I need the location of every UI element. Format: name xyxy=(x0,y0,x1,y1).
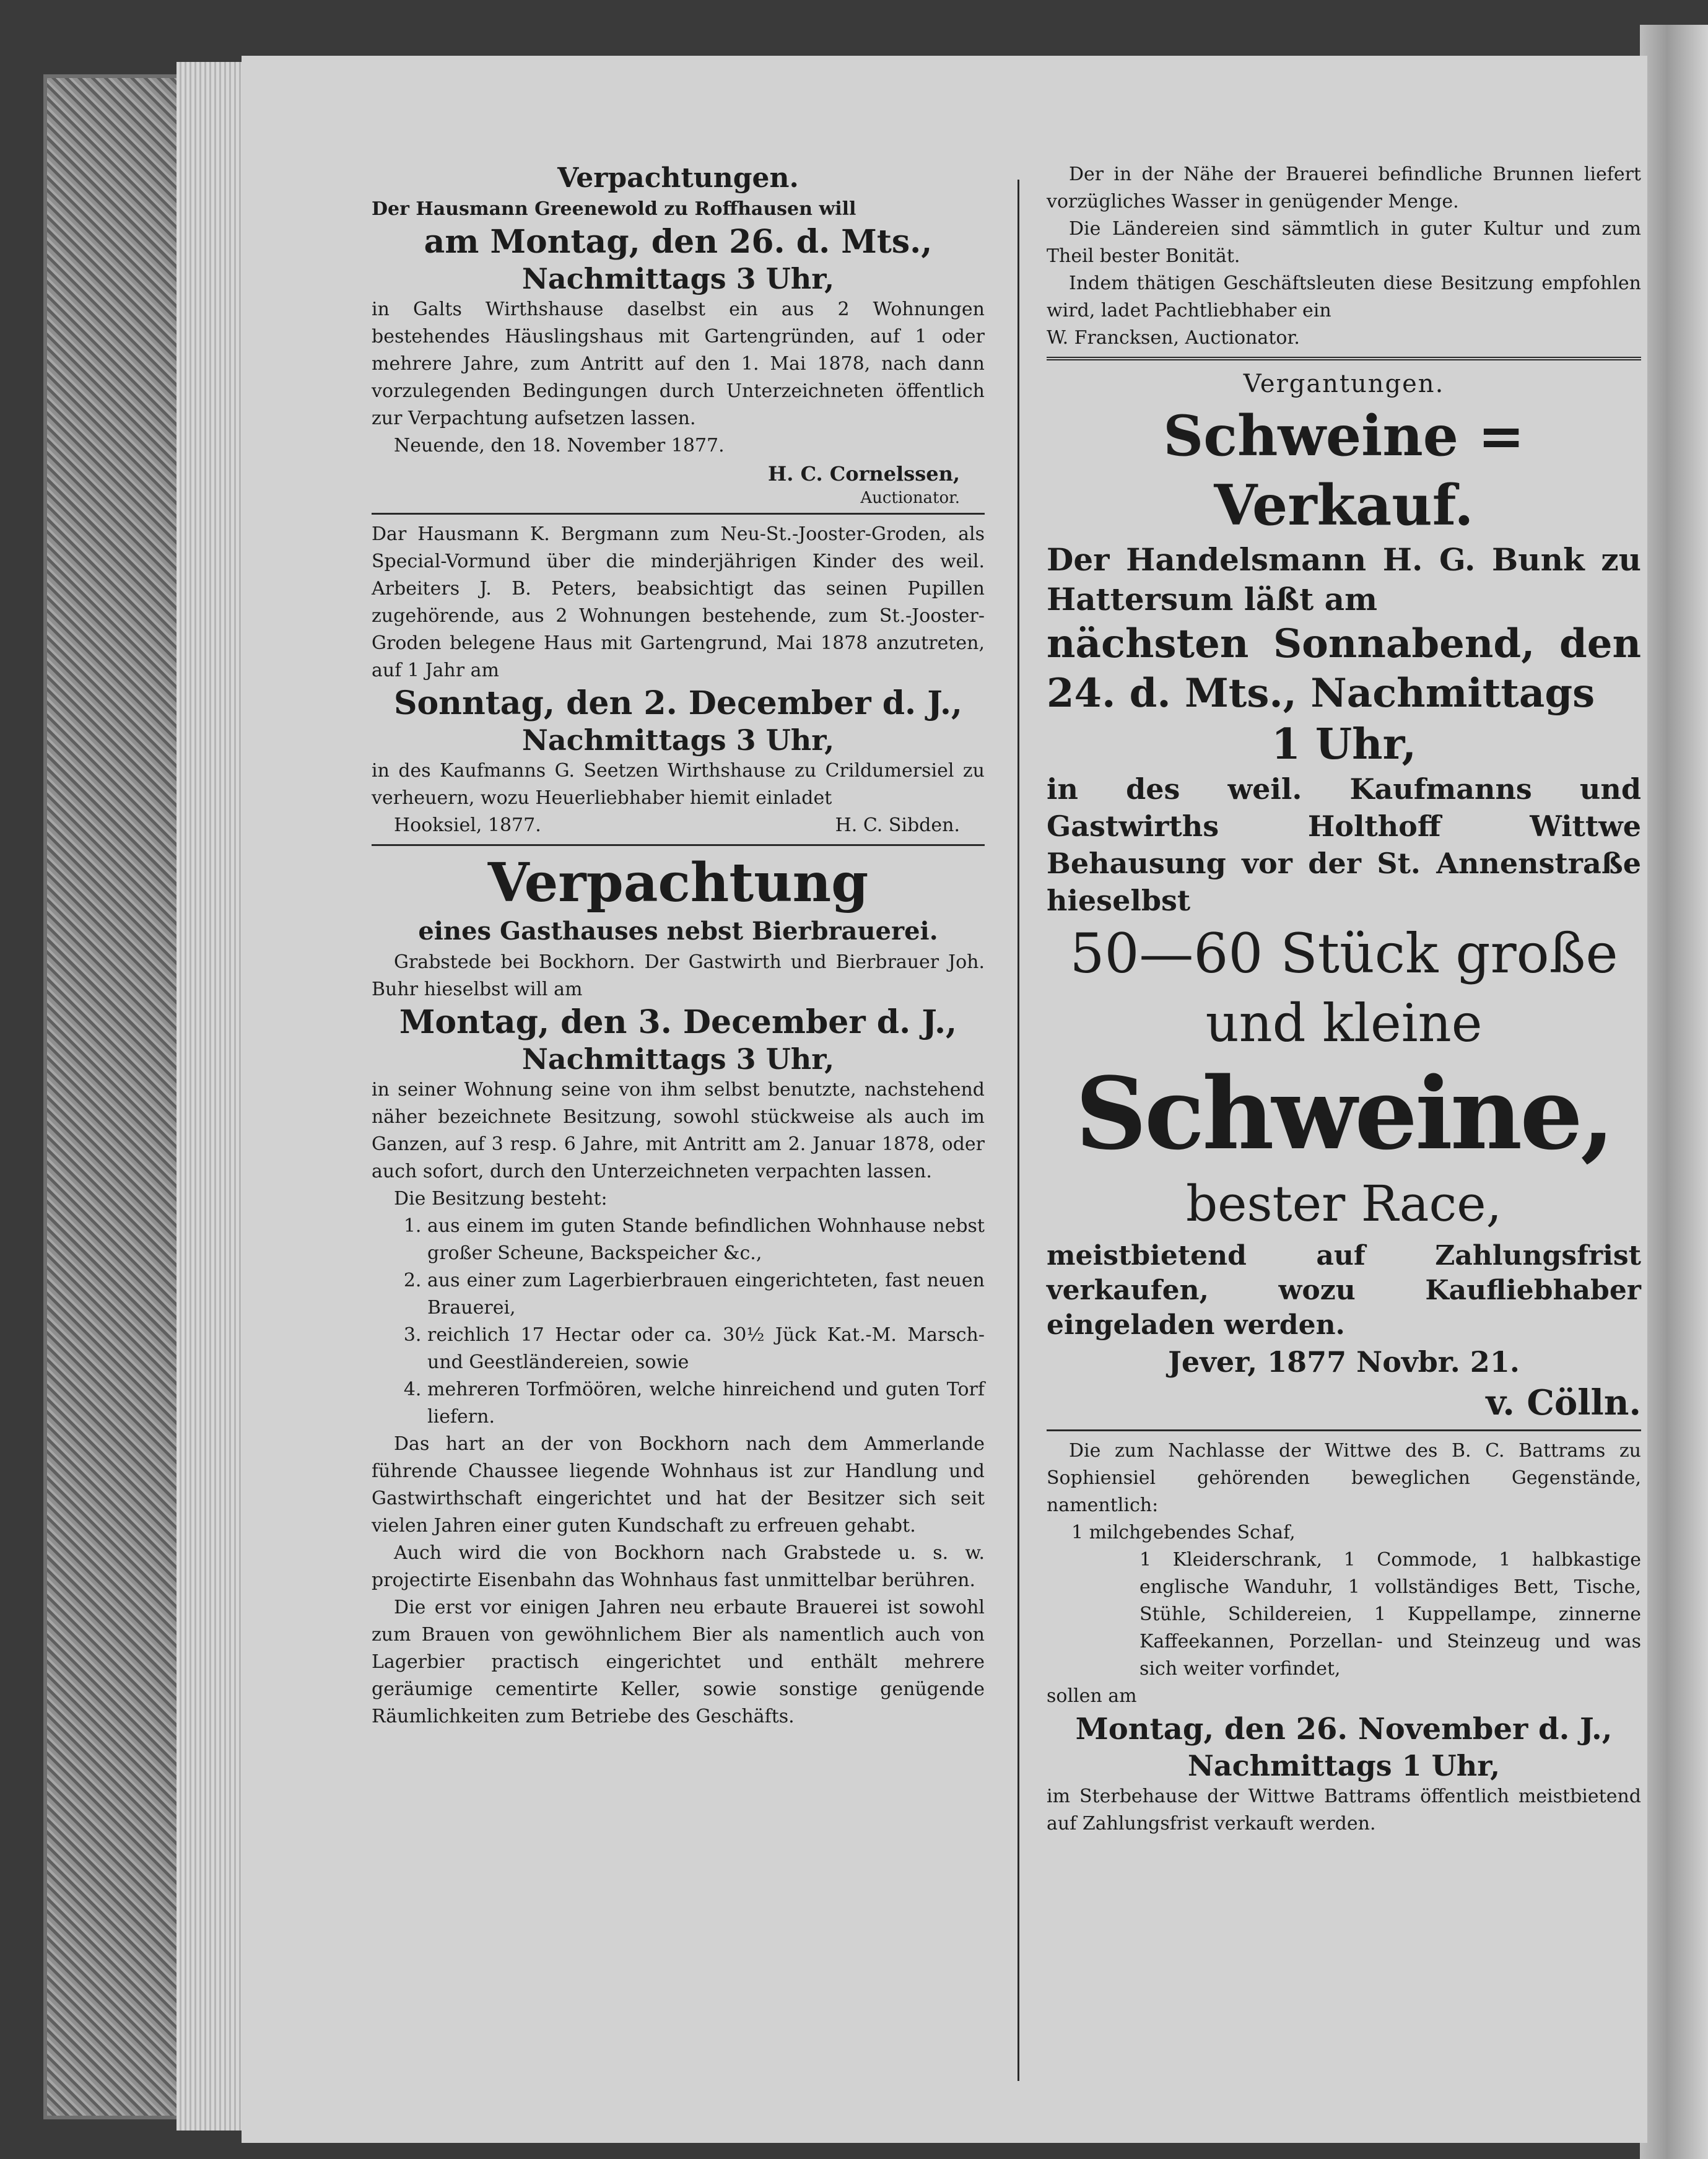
ad4-place: Jever, 1877 Novbr. 21. xyxy=(1168,1345,1520,1379)
page-edge-right xyxy=(1640,25,1708,2159)
cont-paragraph: Indem thätigen Geschäftsleuten diese Besitzung empfohlen wird, ladet Pachtliebhaber ein xyxy=(1047,273,1641,321)
ad5-time: Nachmittags 1 Uhr, xyxy=(1187,1749,1501,1782)
ad3-list-intro: Die Besitzung besteht: xyxy=(394,1188,608,1210)
book-cover-binding xyxy=(43,74,193,2119)
ad4-line-time: 1 Uhr, xyxy=(1271,720,1417,769)
cont-signer: W. Francksen, Auctionator. xyxy=(1047,327,1300,349)
separator-rule xyxy=(1047,1429,1641,1431)
ad4-line-race: bester Race, xyxy=(1185,1175,1502,1232)
list-item: 4. mehreren Torfmöören, welche hinreichend und guten Torf liefern. xyxy=(427,1376,985,1431)
ad4-section-title: Vergantungen. xyxy=(1243,370,1445,398)
ad5-item: 1 Kleiderschrank, 1 Commode, 1 halbkastige englische Wanduhr, 1 vollständiges Bett, Tische, Stühle, Schildereien, 1 Kuppellampe, zinnerne Kaffeekannen, Porzellan- und Steinzeug und was sich weiter vorfindet, xyxy=(1139,1549,1641,1680)
ad3-paragraph: Die erst vor einigen Jahren neu erbaute Brauerei ist sowohl zum Brauen von gewöhnlichem Bier als namentlich auch von Lagerbier practisch eingerichtet und enthält mehrere geräumige cementirte Keller, sowie sonstige genügende Räumlichkeiten zum Betriebe des Geschäfts. xyxy=(372,1597,985,1727)
ad-verpachtung-gasthaus xyxy=(372,852,985,1730)
ad3-time: Nachmittags 3 Uhr, xyxy=(521,1042,835,1076)
cont-paragraph: Die Ländereien sind sämmtlich in guter Kultur und zum Theil bester Bonität. xyxy=(1047,218,1641,267)
column-divider xyxy=(1017,180,1019,2081)
ad2-place: Hooksiel, 1877. xyxy=(394,814,541,836)
ad4-line-count: 50—60 Stück große xyxy=(1070,922,1618,985)
separator-rule xyxy=(372,513,985,515)
ad1-place-date: Neuende, den 18. November 1877. xyxy=(394,435,725,456)
ad4-line: und kleine xyxy=(1205,993,1483,1053)
ad2-body2: in des Kaufmanns G. Seetzen Wirthshause zu Crildumersiel zu verheuern, wozu Heuerliebhaber hiemit einladet xyxy=(372,760,985,809)
ad1-signer xyxy=(372,460,985,508)
ad1-title: Verpachtungen. xyxy=(557,162,799,194)
ad3-intro: Grabstede bei Bockhorn. Der Gastwirth und Bierbrauer Joh. Buhr hieselbst will am xyxy=(372,951,985,1000)
separator-rule xyxy=(372,844,985,846)
ad3-body: in seiner Wohnung seine von ihm selbst benutzte, nachstehend näher bezeichnete Besitzung, sowohl stückweise als auch im Ganzen, auf 3 resp. 6 Jahre, mit Antritt am 2. Januar 1878, oder auch sofort, durch den Unterzeichneten verpachten lassen. xyxy=(372,1079,985,1182)
ad2-date: Sonntag, den 2. December d. J., xyxy=(393,684,963,722)
ad4-line: in des weil. Kaufmanns und Gastwirths Holthoff Wittwe Behausung vor der St. Annenstraße hieselbst xyxy=(1047,772,1641,917)
ad-verpachtungen xyxy=(372,161,985,508)
ad1-body: in Galts Wirthshause daselbst ein aus 2 Wohnungen bestehendes Häuslingshaus mit Gartengründen, auf 1 oder mehrere Jahre, zum Antritt auf den 1. Mai 1878, nach dann vorzulegenden Bedingungen durch Unterzeichneten öffentlich zur Verpachtung aufsetzen lassen. xyxy=(372,299,985,429)
list-item: 1. aus einem im guten Stande befindlichen Wohnhause nebst großer Scheune, Backspeicher &c., xyxy=(427,1213,985,1267)
newspaper-page xyxy=(242,56,1647,2143)
cont-paragraph: Der in der Nähe der Brauerei befindliche Brunnen liefert vorzügliches Wasser in genügender Menge. xyxy=(1047,164,1641,212)
ad3-date: Montag, den 3. December d. J., xyxy=(399,1003,957,1041)
left-column xyxy=(372,161,985,1730)
ad5-sollen: sollen am xyxy=(1047,1685,1137,1707)
list-item: 2. aus einer zum Lagerbierbrauen eingerichteten, fast neuen Brauerei, xyxy=(427,1267,985,1322)
ad3-list xyxy=(372,1213,985,1431)
ad3-paragraph: Das hart an der von Bockhorn nach dem Ammerlande führende Chaussee liegende Wohnhaus ist zur Handlung und Gastwirthschaft eingerichtet und hat der Besitzer sich seit vielen Jahren einer guten Kundschaft zu erfreuen gehabt. xyxy=(372,1433,985,1537)
ad1-intro: Der Hausmann Greenewold zu Roffhausen will xyxy=(372,198,856,220)
ad1-time: Nachmittags 3 Uhr, xyxy=(521,262,835,295)
ad2-footer xyxy=(372,812,985,839)
list-item: 3. reichlich 17 Hectar oder ca. 30½ Jück Kat.-M. Marsch- und Geestländereien, sowie xyxy=(427,1322,985,1376)
ad4-line-schweine: Schweine, xyxy=(1075,1055,1613,1172)
ad4-signer: v. Cölln. xyxy=(1486,1382,1641,1423)
ad1-signer-name: H. C. Cornelssen, xyxy=(768,462,960,486)
ad5-body: im Sterbehause der Wittwe Battrams öffentlich meistbietend auf Zahlungsfrist verkauft werden. xyxy=(1047,1786,1641,1834)
ad5-intro: Die zum Nachlasse der Wittwe des B. C. Battrams zu Sophiensiel gehörenden beweglichen Gegenstände, namentlich: xyxy=(1047,1440,1641,1516)
ad3-subtitle: eines Gasthauses nebst Bierbrauerei. xyxy=(418,917,938,946)
ad2-signer: H. C. Sibden. xyxy=(835,814,960,836)
page-edges-left xyxy=(176,62,245,2131)
ad1-date: am Montag, den 26. d. Mts., xyxy=(424,223,933,261)
ad5-date: Montag, den 26. November d. J., xyxy=(1075,1712,1613,1747)
ad2-body: Dar Hausmann K. Bergmann zum Neu-St.-Jooster-Groden, als Special-Vormund über die minderjährigen Kinder des weil. Arbeiters J. B. Peters, beabsichtigt das seinen Pupillen zugehörende, aus 2 Wohnungen bestehende, zum St.-Jooster-Groden belegene Haus mit Gartengrund, Mai 1878 anzutreten, auf 1 Jahr am xyxy=(372,523,985,681)
ad3-title: Verpachtung xyxy=(487,852,869,914)
ad4-line: Der Handelsmann H. G. Bunk zu Hattersum läßt am xyxy=(1047,541,1641,617)
ad2-time: Nachmittags 3 Uhr, xyxy=(521,723,835,757)
ad-bergmann xyxy=(372,521,985,839)
ad4-line: meistbietend auf Zahlungsfrist verkaufen, wozu Kaufliebhaber eingeladen werden. xyxy=(1047,1240,1641,1341)
separator-rule xyxy=(1047,357,1641,360)
ad4-title: Schweine = Verkauf. xyxy=(1163,403,1525,538)
right-column xyxy=(1047,161,1641,1838)
ad1-signer-role: Auctionator. xyxy=(860,489,960,507)
ad5-item: 1 milchgebendes Schaf, xyxy=(1071,1522,1296,1543)
ad-schweine-verkauf xyxy=(1047,367,1641,1424)
ad-nachlass-battrams xyxy=(1047,1437,1641,1838)
ad-gasthaus-continued xyxy=(1047,161,1641,352)
ad4-line-date: nächsten Sonnabend, den 24. d. Mts., Nachmittags xyxy=(1047,621,1641,717)
ad3-paragraph: Auch wird die von Bockhorn nach Grabstede u. s. w. projectirte Eisenbahn das Wohnhaus fast unmittelbar berühren. xyxy=(372,1542,985,1591)
